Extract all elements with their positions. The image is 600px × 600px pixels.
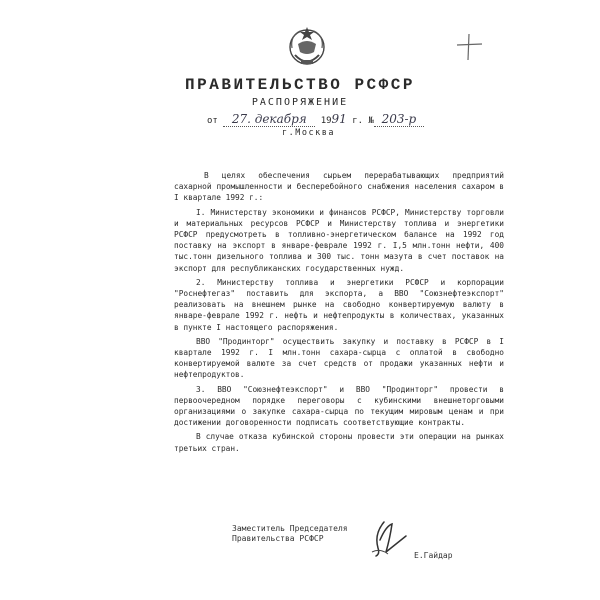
paragraph-item-2: 2. Министерству топлива и энергетики РСФСР и корпорации "Роснефтегаз" поставить для экспорта, а ВВО "Союзнефтеэкспорт" реализовать на внешнем рынке на свободно конвертируемую валюту в январе-феврале 1992 г. нефть и нефтепродукты в количествах, указанных в пункте I настоящего распоряжения. (174, 277, 504, 332)
paragraph-item-3b: В случае отказа кубинской стороны провести эти операции на рынках третьих стран. (174, 432, 504, 453)
signer-name: Е.Гайдар (414, 551, 453, 560)
signature-icon (366, 518, 414, 560)
signer-title (232, 524, 348, 544)
date-day-month: 27. декабря (231, 112, 307, 126)
number-prefix: № (368, 116, 374, 126)
document-type: РАСПОРЯЖЕНИЕ (251, 97, 349, 108)
signer-title-line-2: Правительства РСФСР (232, 534, 324, 543)
place: г.Москва (282, 128, 335, 138)
paragraph-item-1: I. Министерству экономики и финансов РСФСР, Министерству торговли и материальных ресурсов РСФСР и Министерству топлива и энергетики РСФСР предусмотреть в топливно-энергетическом балансе на 1992 год поставку на экспорт в январе-феврале 1992 г. I,5 млн.тонн нефти, 400 тыс.тонн дизельного топлива и 300 тыс. тонн мазута в счет поставок на экспорт для республиканских государственных нужд. (174, 207, 504, 273)
paragraph-item-3: 3. ВВО "Союзнефтеэкспорт" и ВВО "Продинторг" провести в первоочередном порядке переговоры с кубинскими внешнеторговыми организациями о закупке сахара-сырца по текущим мировым ценам и при достижении договоренности подписать соответствующие контракты. (174, 384, 504, 428)
rsfsr-emblem-icon (284, 22, 330, 70)
paragraph-intro: В целях обеспечения сырьем перерабатывающих предприятий сахарной промышленности и бесперебойного снабжения населения сахаром в I квартале 1992 г.: (174, 171, 504, 203)
plus-mark-icon (455, 32, 483, 62)
signer-title-line-1: Заместитель Председателя (232, 524, 348, 533)
document-number: 203-р (381, 112, 417, 126)
document-body (174, 170, 504, 457)
date-year-prefix: 19 (320, 116, 332, 126)
date-year: 91 (331, 112, 347, 126)
date-prefix: от (207, 116, 218, 126)
government-title: ПРАВИТЕЛЬСТВО РСФСР (185, 76, 415, 94)
date-number-line (207, 112, 424, 127)
date-year-suffix: г. (352, 116, 364, 126)
paragraph-item-2b: ВВО "Продинторг" осуществить закупку и поставку в РСФСР в I квартале 1992 г. I млн.тонн сахара-сырца с оплатой в свободно конвертируемой валюте за счет средств от продажи указанных нефти и нефтепродуктов. (174, 336, 504, 380)
